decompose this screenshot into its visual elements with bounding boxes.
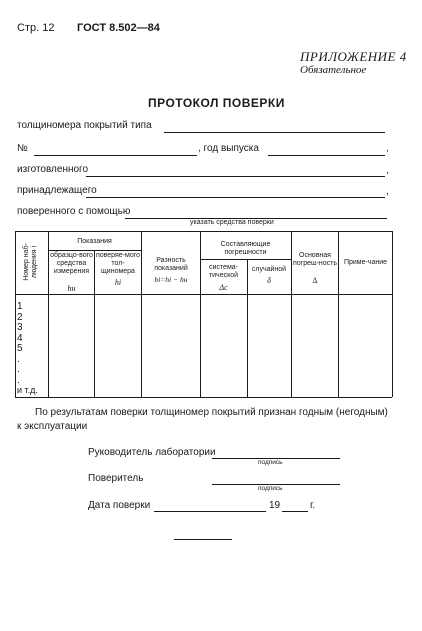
col-divider — [338, 231, 339, 397]
conclusion-line2: к эксплуатации — [17, 421, 88, 432]
head-signature-hint: подпись — [258, 459, 283, 466]
closing-rule — [174, 539, 232, 540]
date-label: Дата поверки — [88, 500, 151, 511]
table-row-number: 4 — [17, 332, 23, 344]
col-diff-header: Разность показаний — [154, 257, 188, 272]
table-left-border — [15, 231, 16, 397]
appendix-subtitle: Обязательное — [300, 64, 367, 76]
table-header-bottom — [15, 294, 392, 295]
field-owner-line[interactable] — [86, 197, 385, 198]
field-type-line[interactable] — [164, 132, 385, 133]
field-manufacturer-label: изготовленного — [17, 164, 89, 175]
col-verified-header: поверяе-мого тол-щиномера — [95, 252, 141, 275]
table-right-border — [392, 231, 393, 397]
verifier-signature-hint: подпись — [258, 485, 283, 492]
field-type-label: толщиномера покрытий типа — [17, 120, 152, 131]
page-number: Стр. 12 — [17, 22, 55, 34]
table-row-number: . — [17, 364, 20, 375]
conclusion-line1: По результатам поверки толщиномер покрытий признан годным (негодным) — [35, 407, 388, 418]
appendix-title: ПРИЛОЖЕНИЕ 4 — [300, 49, 407, 64]
table-bottom-border — [15, 397, 392, 398]
comma-mark: , — [386, 186, 389, 197]
components-subheader-line — [200, 259, 291, 260]
col-divider — [141, 231, 142, 397]
col-note-header: Приме-чание — [343, 259, 388, 266]
readings-group-header: Показания — [77, 238, 112, 245]
table-row-number: 2 — [17, 311, 23, 323]
components-group-header: Составляющие погрешности — [220, 241, 271, 256]
verifier-label: Поверитель — [88, 473, 144, 484]
table-row-number: 1 — [17, 301, 23, 312]
year-suffix: г. — [310, 500, 316, 511]
table-row-number: . — [17, 374, 20, 386]
field-owner-label: принадлежащего — [17, 185, 97, 196]
standard-code: ГОСТ 8.502—84 — [77, 22, 160, 34]
table-row-etc: и т.д. — [17, 385, 38, 395]
col-systematic-header: система-тической — [208, 264, 239, 279]
col-reference-header: образцо-вого средства измерения — [50, 252, 93, 275]
field-verified-label: поверенного с помощью — [17, 206, 131, 217]
protocol-title: ПРОТОКОЛ ПОВЕРКИ — [148, 96, 285, 110]
field-manufacturer-line[interactable] — [86, 176, 385, 177]
comma-mark: , — [386, 143, 389, 154]
col-systematic-symbol: Δс — [219, 283, 228, 292]
year-prefix: 19 — [269, 500, 281, 511]
col-verified-symbol: hi — [114, 278, 122, 287]
col-basic-header: Основная погреш-ность — [292, 252, 338, 267]
table-top-border — [15, 231, 392, 232]
row-numbers — [17, 302, 23, 386]
table-row-number: . — [17, 353, 20, 365]
comma-mark: , — [386, 165, 389, 176]
col-diff-formula: bi=hi − hн — [154, 275, 188, 284]
table-row-number: 5 — [17, 343, 23, 354]
col-reference-symbol: hн — [67, 284, 76, 293]
col-basic-symbol: Δ — [312, 276, 318, 285]
head-of-lab-label: Руководитель лаборатории — [88, 447, 216, 458]
table-row-number: 3 — [17, 322, 23, 333]
field-year-label: , год выпуска — [198, 143, 259, 154]
date-line[interactable] — [154, 511, 266, 512]
col-number-header: Номер наб-людения i — [23, 243, 38, 281]
col-random-symbol: δ — [267, 276, 271, 285]
col-random-header: случайной — [251, 266, 287, 273]
field-year-line[interactable] — [268, 155, 385, 156]
field-verified-hint: указать средства поверки — [190, 219, 274, 226]
field-number-label: № — [17, 143, 28, 154]
year-line[interactable] — [282, 511, 308, 512]
field-number-line[interactable] — [34, 155, 197, 156]
